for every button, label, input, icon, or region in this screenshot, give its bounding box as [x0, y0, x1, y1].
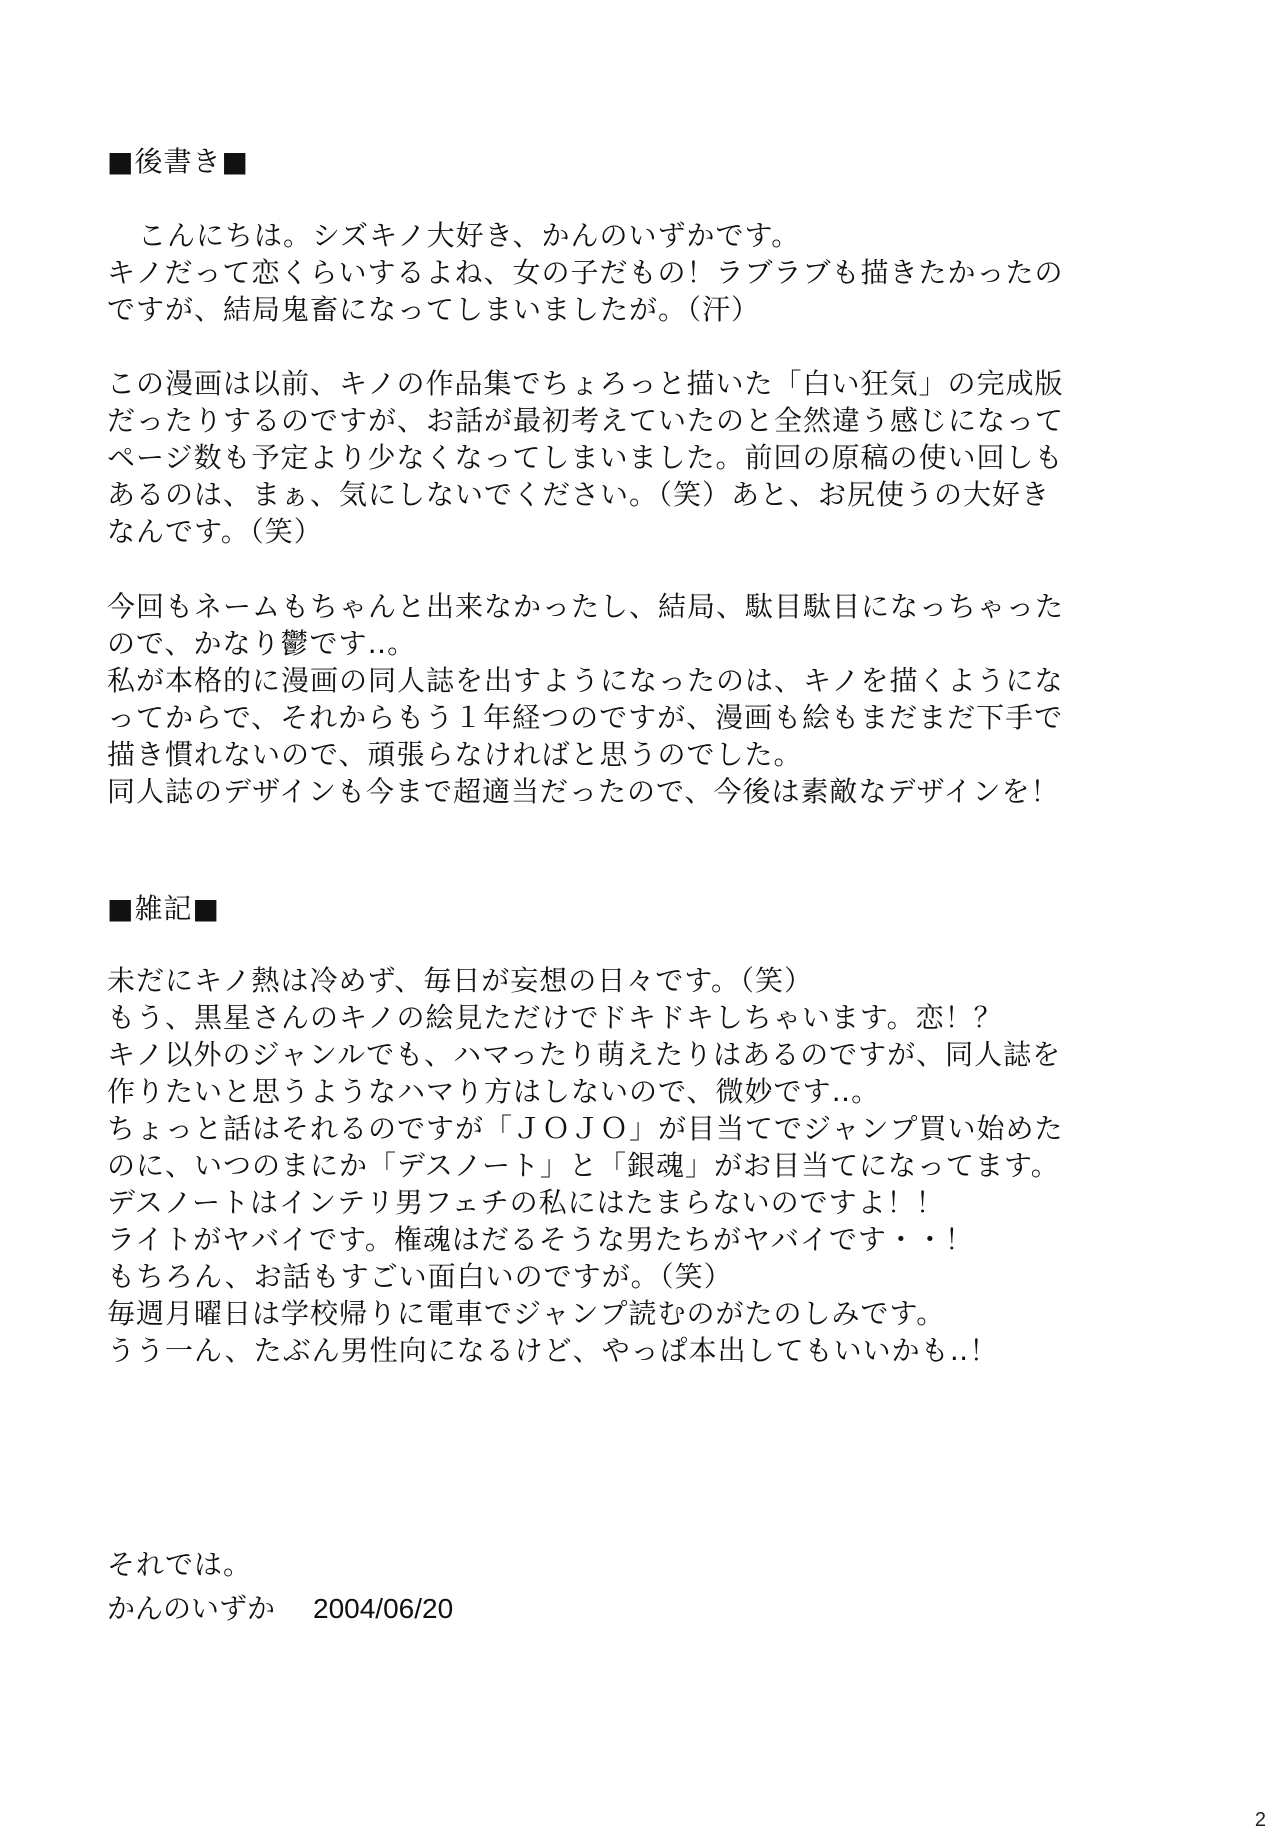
text-line: うう一ん、たぶん男性向になるけど、やっぱ本出してもいいかも‥！ — [107, 1334, 999, 1367]
text-line: デスノートはインテリ男フェチの私にはたまらないのですよ！！ — [107, 1186, 945, 1219]
text-line: 毎週月曜日は学校帰りに電車でジャンプ読むのがたのしみです。 — [107, 1297, 946, 1330]
text-line: ですが、結局鬼畜になってしまいましたが。（汗） — [107, 293, 761, 326]
text-line: のに、いつのまにか「デスノート」と「銀魂」がお目当てになってます。 — [107, 1149, 1060, 1182]
page-number: 2 — [1254, 1809, 1266, 1831]
text-line: ってからで、それからもう１年経つのですが、漫画も絵もまだまだ下手で — [107, 701, 1064, 734]
signature-author: かんのいずか — [107, 1592, 276, 1625]
afterword-heading: ■後書き■ — [107, 145, 249, 178]
afterword-paragraph-2 — [107, 365, 1167, 550]
afterword-paragraph-3 — [107, 588, 1167, 810]
text-line: この漫画は以前、キノの作品集でちょろっと描いた「白い狂気」の完成版 — [107, 367, 1064, 400]
text-line: 私が本格的に漫画の同人誌を出すようになったのは、キノを描くようにな — [107, 664, 1064, 697]
text-line: キノだって恋くらいするよね、女の子だもの！ラブラブも描きたかったの — [107, 256, 1064, 289]
text-line: 描き慣れないので、頑張らなければと思うのでした。 — [107, 738, 803, 771]
notes-heading: ■雑記■ — [107, 892, 220, 925]
text-line: ので、かなり鬱です‥。 — [107, 627, 417, 660]
text-line: 作りたいと思うようなハマり方はしないので、微妙です‥。 — [107, 1075, 881, 1108]
text-line: だったりするのですが、お話が最初考えていたのと全然違う感じになって — [107, 404, 1065, 437]
text-line: もう、黒星さんのキノの絵見ただけでドキドキしちゃいます。恋！？ — [107, 1001, 1003, 1034]
signature-date: 2004/06/20 — [313, 1593, 454, 1624]
notes-paragraph-1 — [107, 962, 1167, 1110]
notes-paragraph-2 — [107, 1110, 1167, 1369]
closing-line: それでは。 — [107, 1548, 253, 1581]
text-line: キノ以外のジャンルでも、ハマったり萌えたりはあるのですが、同人誌を — [107, 1038, 1062, 1071]
signature — [107, 1590, 453, 1627]
text-line: あるのは、まぁ、気にしないでください。（笑）あと、お尻使うの大好き — [107, 478, 1051, 511]
text-line: なんです。（笑） — [107, 515, 323, 548]
text-line: 今回もネームもちゃんと出来なかったし、結局、駄目駄目になっちゃった — [107, 590, 1065, 623]
text-line: もちろん、お話もすごい面白いのですが。（笑） — [107, 1260, 733, 1293]
text-line: 未だにキノ熱は冷めず、毎日が妄想の日々です。（笑） — [107, 964, 813, 997]
text-line: ちょっと話はそれるのですが「ＪＯＪＯ」が目当てでジャンプ買い始めた — [107, 1112, 1064, 1145]
text-line: ライトがヤバイです。権魂はだるそうな男たちがヤバイです・・！ — [107, 1223, 974, 1256]
text-line: ページ数も予定より少なくなってしまいました。前回の原稿の使い回しも — [107, 441, 1064, 474]
text-line: 同人誌のデザインも今まで超適当だったので、今後は素敵なデザインを！ — [107, 775, 1060, 808]
text-line: こんにちは。シズキノ大好き、かんのいずかです。 — [138, 219, 801, 252]
afterword-paragraph-1 — [107, 217, 1167, 328]
